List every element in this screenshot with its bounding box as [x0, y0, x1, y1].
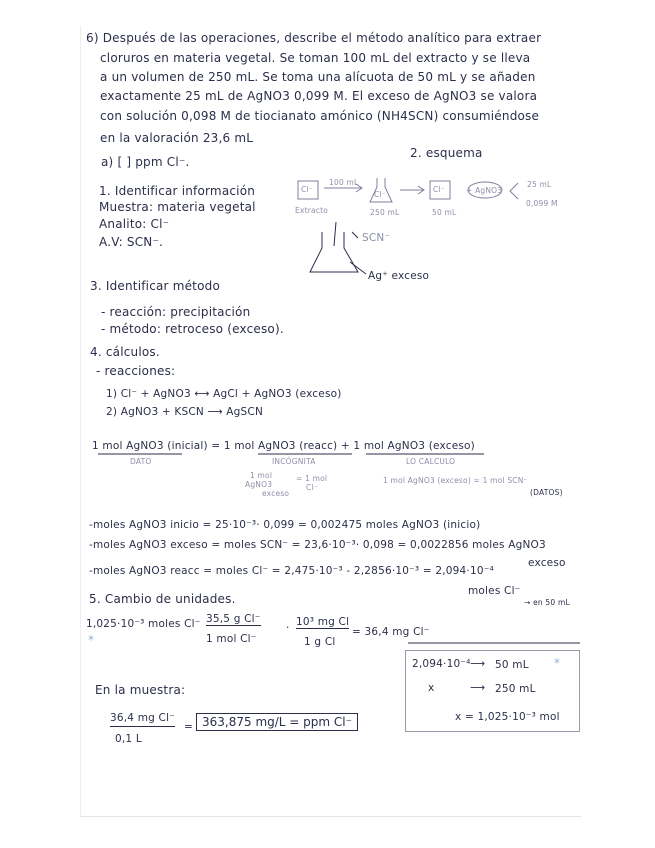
mass-result: = 36,4 mg Cl⁻ — [352, 626, 430, 638]
extract-label: Extracto — [295, 206, 329, 215]
note-cl-line-2: Cl⁻ — [306, 483, 318, 492]
problem-line-1: 6) Después de las operaciones, describe el método analítico para extraer — [86, 31, 542, 45]
method-reaction: - reacción: precipitación — [101, 305, 251, 319]
sample-label: En la muestra: — [95, 683, 186, 697]
transfer-arrow-2 — [400, 186, 424, 194]
note-reacc-line-3: exceso — [262, 489, 290, 498]
moles-reacted-units: moles Cl⁻ — [468, 585, 521, 597]
factor-moles-cl: 1,025·10⁻³ moles Cl⁻ — [86, 618, 201, 630]
proportion-arrow-2: ⟶ — [470, 682, 486, 694]
problem-line-3: a un volumen de 250 mL. Se toma una alícuota de 50 mL y se añaden — [100, 70, 536, 84]
agno3-label: + AgNO3 — [466, 186, 503, 195]
moles-initial-line: -moles AgNO3 inicio = 25·10⁻³· 0,099 = 0,002475 moles AgNO3 (inicio) — [89, 519, 481, 531]
moles-excess-line: -moles AgNO3 exceso = moles SCN⁻ = 23,6·10⁻³· 0,098 = 0,0022856 moles AgNO3 — [89, 539, 546, 551]
method-type: - método: retroceso (exceso). — [101, 322, 284, 336]
ppm-equals: = — [184, 721, 193, 733]
problem-line-2: cloruros en materia vegetal. Se toman 100 mL del extracto y se lleva — [100, 51, 531, 65]
proportion-row-1-right: 50 mL — [495, 659, 529, 671]
section-method-title: 3. Identificar método — [90, 279, 220, 293]
agno3-conc-label: 0,099 M — [526, 199, 558, 208]
section-calc-title: 4. cálculos. — [90, 345, 160, 359]
moles-reacted-line: -moles AgNO3 reacc = moles Cl⁻ = 2,475·10⁻³ - 2,2856·10⁻³ = 2,094·10⁻⁴ — [89, 565, 494, 577]
flask-3-label: Cl⁻ — [433, 185, 445, 194]
arrow-volume-label: 100 mL — [329, 178, 359, 187]
note-reacc-line-1: 1 mol — [250, 471, 273, 480]
agno3-volume-label: 25 mL — [527, 180, 552, 189]
moles-in-50ml-note: → en 50 mL — [524, 598, 570, 607]
factor-molar-mass-num: 35,5 g Cl⁻ — [206, 613, 261, 625]
ppm-denominator: 0,1 L — [115, 733, 142, 745]
question-a: a) [ ] ppm Cl⁻. — [101, 155, 190, 169]
identify-analyte: Analito: Cl⁻ — [99, 217, 170, 231]
mole-balance-equation: 1 mol AgNO3 (inicial) = 1 mol AgNO3 (reacc) + 1 mol AgNO3 (exceso) — [92, 440, 475, 452]
titration-flask — [310, 232, 358, 272]
reaction-2: 2) AgNO3 + KSCN ⟶ AgSCN — [106, 406, 263, 418]
flask-2-label: Cl⁻ — [374, 190, 386, 199]
proportion-row-2-left: x — [428, 682, 435, 694]
section-identify-title: 1. Identificar información — [99, 184, 256, 198]
cross-ref-star-2: * — [554, 656, 561, 670]
multiply-dot: · — [286, 622, 290, 634]
problem-line-4: exactamente 25 mL de AgNO3 0,099 M. El exceso de AgNO3 se valora — [100, 89, 538, 103]
reaction-1: 1) Cl⁻ + AgNO3 ⟷ AgCl + AgNO3 (exceso) — [106, 388, 342, 400]
proportion-arrow-1: ⟶ — [470, 658, 486, 670]
volume-50-label: 50 mL — [432, 208, 457, 217]
note-cl-line-1: = 1 mol — [296, 474, 328, 483]
final-answer-box: 363,875 mg/L = ppm Cl⁻ — [196, 713, 358, 731]
factor-mg-den: 1 g Cl — [304, 636, 336, 648]
excess-silver-label: Ag⁺ exceso — [368, 270, 430, 282]
section-units-title: 5. Cambio de unidades. — [89, 592, 236, 606]
burette-tip — [334, 222, 336, 246]
dato-label: DATO — [130, 457, 152, 466]
proportion-result: x = 1,025·10⁻³ mol — [455, 711, 560, 723]
incognita-label: INCÓGNITA — [272, 457, 316, 466]
proportion-row-1-left: 2,094·10⁻⁴ — [412, 658, 471, 670]
calc-reactions-label: - reacciones: — [96, 364, 176, 378]
volume-250-label: 250 mL — [370, 208, 400, 217]
moles-excess-tag: exceso — [528, 557, 566, 569]
identify-titrant: A.V: SCN⁻. — [99, 235, 164, 249]
datos-label: (DATOS) — [530, 488, 563, 497]
ppm-numerator: 36,4 mg Cl⁻ — [110, 712, 175, 727]
cross-ref-star-1: * — [88, 633, 95, 647]
lo-calculo-label: LO CALCULO — [406, 457, 456, 466]
factor-molar-mass-den: 1 mol Cl⁻ — [206, 633, 257, 645]
reagent-bracket — [510, 183, 518, 199]
note-reacc-line-2: AgNO3 — [245, 480, 273, 489]
burette-arrow — [352, 232, 358, 238]
scheme-title: 2. esquema — [410, 146, 483, 160]
proportion-row-2-right: 250 mL — [495, 683, 536, 695]
note-excess-equivalence: 1 mol AgNO3 (exceso) = 1 mol SCN⁻ — [383, 476, 528, 485]
identify-sample: Muestra: materia vegetal — [99, 200, 256, 214]
flask-1-label: Cl⁻ — [301, 185, 313, 194]
burette-label: SCN⁻ — [362, 232, 391, 244]
factor-mg-num: 10³ mg Cl — [296, 616, 350, 628]
problem-line-6: en la valoración 23,6 mL — [100, 131, 254, 145]
problem-line-5: con solución 0,098 M de tiocianato amónico (NH4SCN) consumiéndose — [100, 109, 540, 123]
